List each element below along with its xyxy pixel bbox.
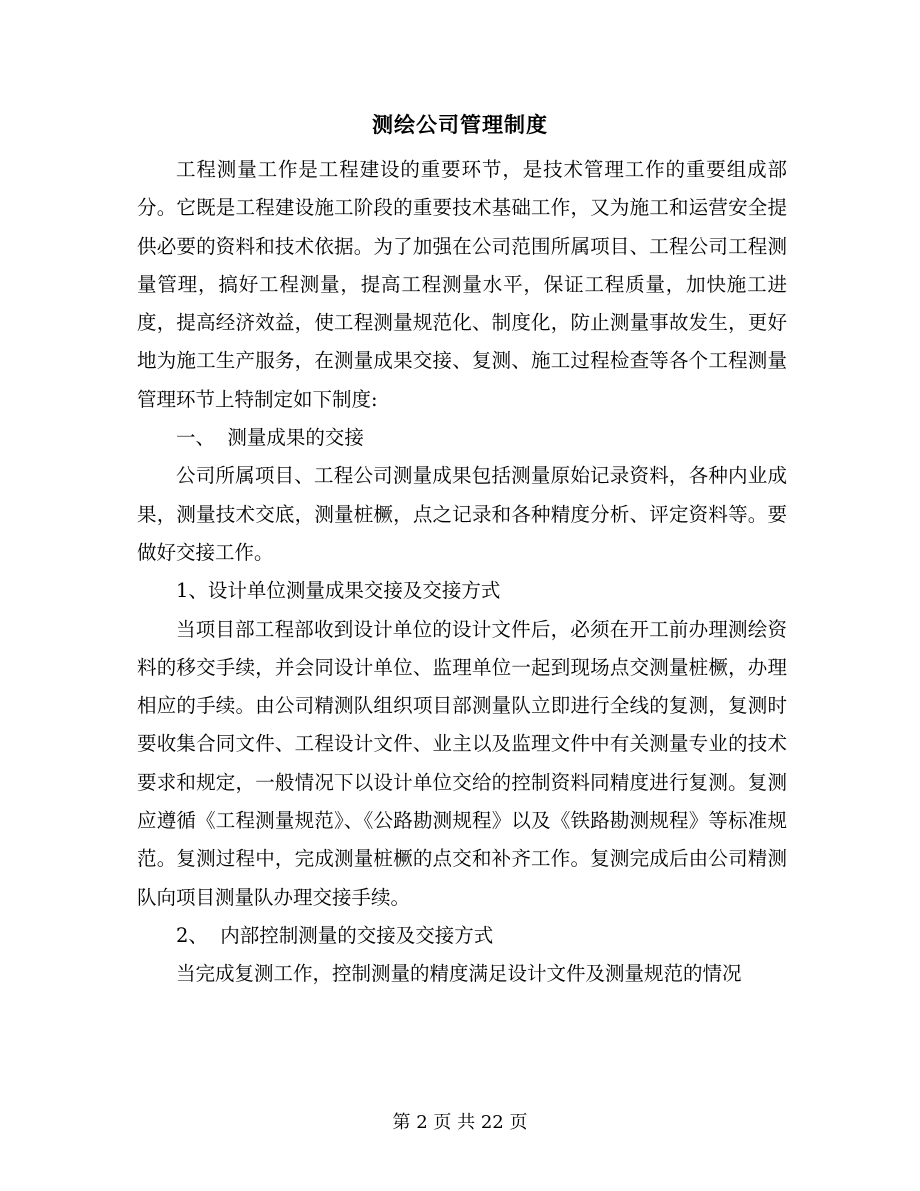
subsection-2-heading: 2、 内部控制测量的交接及交接方式	[176, 923, 494, 947]
subsection-1-heading: 1、设计单位测量成果交接及交接方式	[176, 579, 501, 603]
document-body	[137, 151, 787, 994]
subsection-1-paragraph: 当项目部工程部收到设计单位的设计文件后，必须在开工前办理测绘资料的移交手续，并会同设计单位、监理单位一起到现场点交测量桩橛，办理相应的手续。由公司精测队组织项目部测量队立即进行全线的复测，复测时要收集合同文件、工程设计文件、业主以及监理文件中有关测量专业的技术要求和规定，一般情况下以设计单位交给的控制资料同精度进行复测。复测应遵循《工程测量规范》、《公路勘测规程》以及《铁路勘测规程》等标准规范。复测过程中，完成测量桩橛的点交和补齐工作。复测完成后由公司精测队向项目测量队办理交接手续。	[137, 617, 787, 909]
section-1-paragraph: 公司所属项目、工程公司测量成果包括测量原始记录资料，各种内业成果，测量技术交底，测量桩橛，点之记录和各种精度分析、评定资料等。要做好交接工作。	[137, 464, 787, 564]
section-1-heading: 一、 测量成果的交接	[176, 426, 364, 450]
document-title: 测绘公司管理制度	[372, 112, 548, 137]
subsection-2-paragraph: 当完成复测工作，控制测量的精度满足设计文件及测量规范的情况	[176, 962, 742, 986]
page-number-footer: 第 2 页 共 22 页	[392, 1112, 528, 1133]
intro-paragraph: 工程测量工作是工程建设的重要环节，是技术管理工作的重要组成部分。它既是工程建设施工阶段的重要技术基础工作，又为施工和运营安全提供必要的资料和技术依据。为了加强在公司范围所属项目、工程公司工程测量管理，搞好工程测量，提高工程测量水平，保证工程质量，加快施工进度，提高经济效益，使工程测量规范化、制度化，防止测量事故发生，更好地为施工生产服务，在测量成果交接、复测、施工过程检查等各个工程测量管理环节上特制定如下制度:	[137, 158, 787, 411]
